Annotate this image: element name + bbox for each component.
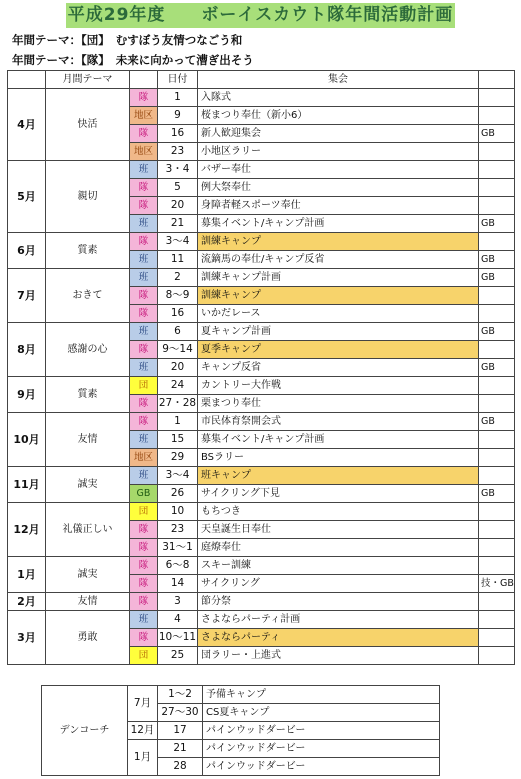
category-badge: 班 — [130, 251, 158, 269]
monthly-theme: 感謝の心 — [46, 323, 130, 377]
event-note — [479, 629, 515, 647]
event-date: 24 — [158, 377, 198, 395]
schedule-row — [8, 233, 515, 251]
event-date: 3〜4 — [158, 233, 198, 251]
event-name: 夏キャンプ計画 — [198, 323, 479, 341]
monthly-theme: 誠実 — [46, 557, 130, 593]
event-date: 1 — [158, 413, 198, 431]
category-badge: 隊 — [130, 305, 158, 323]
monthly-theme: 友情 — [46, 593, 130, 611]
event-date: 6 — [158, 323, 198, 341]
event-date: 23 — [158, 143, 198, 161]
month-label: 6月 — [8, 233, 46, 269]
category-badge: 隊 — [130, 197, 158, 215]
event-note — [479, 161, 515, 179]
event-date: 27・28 — [158, 395, 198, 413]
event-note — [479, 521, 515, 539]
event-date: 2 — [158, 269, 198, 287]
schedule-row — [8, 413, 515, 431]
category-badge: 隊 — [130, 179, 158, 197]
category-badge: 団 — [130, 503, 158, 521]
event-name: 流鏑馬の奉仕/キャンプ反省 — [198, 251, 479, 269]
event-date: 9〜14 — [158, 341, 198, 359]
event-note — [479, 503, 515, 521]
header-month — [8, 71, 46, 89]
event-name: 訓練キャンプ計画 — [198, 269, 479, 287]
event-name: キャンプ反省 — [198, 359, 479, 377]
header-category — [130, 71, 158, 89]
schedule-row — [8, 323, 515, 341]
event-date: 6〜8 — [158, 557, 198, 575]
category-badge: 隊 — [130, 341, 158, 359]
theme-value: むすぼう友情つなごう和 — [115, 33, 243, 47]
category-badge: 班 — [130, 611, 158, 629]
month-label: 8月 — [8, 323, 46, 377]
schedule-table — [7, 70, 515, 665]
month-label: 4月 — [8, 89, 46, 161]
event-date: 1 — [158, 89, 198, 107]
event-name: さよならパーティ — [198, 629, 479, 647]
event-date: 26 — [158, 485, 198, 503]
event-date: 11 — [158, 251, 198, 269]
event-note — [479, 287, 515, 305]
header-monthly-theme: 月間テーマ — [46, 71, 130, 89]
category-badge: 班 — [130, 359, 158, 377]
tenkochi-event: 予備キャンプ — [203, 686, 440, 704]
event-note — [479, 593, 515, 611]
category-badge: 隊 — [130, 125, 158, 143]
category-badge: 団 — [130, 647, 158, 665]
tenkochi-date: 28 — [158, 758, 203, 776]
event-name: 桜まつり奉仕（新小6） — [198, 107, 479, 125]
category-badge: 隊 — [130, 629, 158, 647]
event-note: GB — [479, 269, 515, 287]
event-name: もちつき — [198, 503, 479, 521]
event-date: 23 — [158, 521, 198, 539]
monthly-theme: 友情 — [46, 413, 130, 467]
category-badge: 地区 — [130, 143, 158, 161]
event-name: バザー奉仕 — [198, 161, 479, 179]
header-meeting: 集会 — [198, 71, 479, 89]
month-label: 1月 — [8, 557, 46, 593]
theme-label: 年間テーマ：【団】 — [12, 33, 110, 47]
tenkochi-date: 1〜2 — [158, 686, 203, 704]
month-label: 5月 — [8, 161, 46, 233]
category-badge: 隊 — [130, 557, 158, 575]
category-badge: 隊 — [130, 575, 158, 593]
event-name: 身障者軽スポーツ奉仕 — [198, 197, 479, 215]
schedule-row — [8, 377, 515, 395]
category-badge: 隊 — [130, 233, 158, 251]
event-name: 班キャンプ — [198, 467, 479, 485]
event-note — [479, 431, 515, 449]
month-label: 2月 — [8, 593, 46, 611]
page-title: 平成29年度 ボーイスカウト隊年間活動計画 — [66, 3, 455, 28]
category-badge: 隊 — [130, 413, 158, 431]
month-label: 9月 — [8, 377, 46, 413]
event-name: 募集イベント/キャンプ計画 — [198, 431, 479, 449]
header-date: 日付 — [158, 71, 198, 89]
event-name: 節分祭 — [198, 593, 479, 611]
event-name: スキー訓練 — [198, 557, 479, 575]
theme-value: 未来に向かって漕ぎ出そう — [115, 53, 254, 67]
event-date: 31〜1 — [158, 539, 198, 557]
event-note: GB — [479, 413, 515, 431]
event-note: GB — [479, 215, 515, 233]
event-date: 16 — [158, 305, 198, 323]
event-name: 夏季キャンプ — [198, 341, 479, 359]
tenkochi-date: 27〜30 — [158, 704, 203, 722]
tenkochi-month: 7月 — [128, 686, 158, 722]
event-date: 10〜11 — [158, 629, 198, 647]
event-note — [479, 539, 515, 557]
event-name: さよならパーティ計画 — [198, 611, 479, 629]
category-badge: 班 — [130, 431, 158, 449]
schedule-row — [8, 611, 515, 629]
event-name: 例大祭奉仕 — [198, 179, 479, 197]
theme-label: 年間テーマ：【隊】 — [12, 53, 110, 67]
event-date: 9 — [158, 107, 198, 125]
schedule-row — [8, 269, 515, 287]
category-badge: 隊 — [130, 539, 158, 557]
event-note — [479, 179, 515, 197]
schedule-row — [8, 503, 515, 521]
tenkochi-event: パインウッドダービー — [203, 722, 440, 740]
tenkochi-month: 1月 — [128, 740, 158, 776]
event-note — [479, 611, 515, 629]
category-badge: 班 — [130, 269, 158, 287]
event-date: 5 — [158, 179, 198, 197]
event-date: 10 — [158, 503, 198, 521]
schedule-row — [8, 593, 515, 611]
tenkochi-row — [42, 686, 440, 704]
schedule-row — [8, 557, 515, 575]
tenkochi-date: 21 — [158, 740, 203, 758]
event-date: 20 — [158, 359, 198, 377]
event-note: GB — [479, 359, 515, 377]
schedule-row — [8, 467, 515, 485]
category-badge: 隊 — [130, 395, 158, 413]
event-name: 市民体育祭開会式 — [198, 413, 479, 431]
category-badge: 班 — [130, 323, 158, 341]
monthly-theme: おきて — [46, 269, 130, 323]
event-date: 8〜9 — [158, 287, 198, 305]
event-date: 14 — [158, 575, 198, 593]
event-date: 4 — [158, 611, 198, 629]
event-date: 20 — [158, 197, 198, 215]
tenkochi-event: パインウッドダービー — [203, 740, 440, 758]
category-badge: 地区 — [130, 449, 158, 467]
event-note — [479, 557, 515, 575]
header-note — [479, 71, 515, 89]
monthly-theme: 礼儀正しい — [46, 503, 130, 557]
event-date: 15 — [158, 431, 198, 449]
month-label: 3月 — [8, 611, 46, 665]
event-date: 16 — [158, 125, 198, 143]
event-note — [479, 107, 515, 125]
event-note — [479, 143, 515, 161]
schedule-body — [8, 71, 515, 665]
monthly-theme: 誠実 — [46, 467, 130, 503]
event-note — [479, 233, 515, 251]
header-row — [8, 71, 515, 89]
event-name: 天皇誕生日奉仕 — [198, 521, 479, 539]
month-label: 10月 — [8, 413, 46, 467]
category-badge: 班 — [130, 161, 158, 179]
event-note: GB — [479, 125, 515, 143]
schedule-row — [8, 89, 515, 107]
event-note: 技・GB — [479, 575, 515, 593]
event-name: カントリー大作戦 — [198, 377, 479, 395]
event-name: 募集イベント/キャンプ計画 — [198, 215, 479, 233]
category-badge: 隊 — [130, 521, 158, 539]
monthly-theme: 親切 — [46, 161, 130, 233]
category-badge: 班 — [130, 467, 158, 485]
monthly-theme: 質素 — [46, 377, 130, 413]
category-badge: 地区 — [130, 107, 158, 125]
month-label: 7月 — [8, 269, 46, 323]
event-date: 21 — [158, 215, 198, 233]
event-name: サイクリング — [198, 575, 479, 593]
schedule-row — [8, 161, 515, 179]
event-name: 訓練キャンプ — [198, 287, 479, 305]
event-date: 25 — [158, 647, 198, 665]
tenkochi-event: CS夏キャンプ — [203, 704, 440, 722]
tenkochi-table — [41, 685, 440, 776]
event-name: サイクリング下見 — [198, 485, 479, 503]
event-note — [479, 467, 515, 485]
event-note — [479, 395, 515, 413]
event-name: 庭燎奉仕 — [198, 539, 479, 557]
monthly-theme: 勇敢 — [46, 611, 130, 665]
category-badge: 班 — [130, 215, 158, 233]
event-date: 3・4 — [158, 161, 198, 179]
event-date: 3 — [158, 593, 198, 611]
event-date: 3〜4 — [158, 467, 198, 485]
monthly-theme: 快活 — [46, 89, 130, 161]
event-note — [479, 305, 515, 323]
event-note — [479, 449, 515, 467]
event-name: 訓練キャンプ — [198, 233, 479, 251]
event-note — [479, 377, 515, 395]
annual-theme-tai — [12, 52, 254, 68]
event-note: GB — [479, 485, 515, 503]
event-note — [479, 89, 515, 107]
event-name: いかだレース — [198, 305, 479, 323]
category-badge: 隊 — [130, 287, 158, 305]
event-date: 29 — [158, 449, 198, 467]
event-note — [479, 197, 515, 215]
event-note — [479, 341, 515, 359]
event-name: 栗まつり奉仕 — [198, 395, 479, 413]
tenkochi-date: 17 — [158, 722, 203, 740]
tenkochi-label: デンコーチ — [42, 686, 128, 776]
category-badge: 隊 — [130, 593, 158, 611]
tenkochi-event: パインウッドダービー — [203, 758, 440, 776]
event-name: 小地区ラリー — [198, 143, 479, 161]
event-note — [479, 647, 515, 665]
event-name: 入隊式 — [198, 89, 479, 107]
event-note: GB — [479, 251, 515, 269]
monthly-theme: 質素 — [46, 233, 130, 269]
event-name: 新人歓迎集会 — [198, 125, 479, 143]
month-label: 12月 — [8, 503, 46, 557]
event-name: BSラリー — [198, 449, 479, 467]
event-name: 団ラリー・上進式 — [198, 647, 479, 665]
tenkochi-body — [42, 686, 440, 776]
category-badge: GB — [130, 485, 158, 503]
annual-theme-dan — [12, 32, 242, 48]
tenkochi-month: 12月 — [128, 722, 158, 740]
category-badge: 隊 — [130, 89, 158, 107]
event-note: GB — [479, 323, 515, 341]
month-label: 11月 — [8, 467, 46, 503]
category-badge: 団 — [130, 377, 158, 395]
